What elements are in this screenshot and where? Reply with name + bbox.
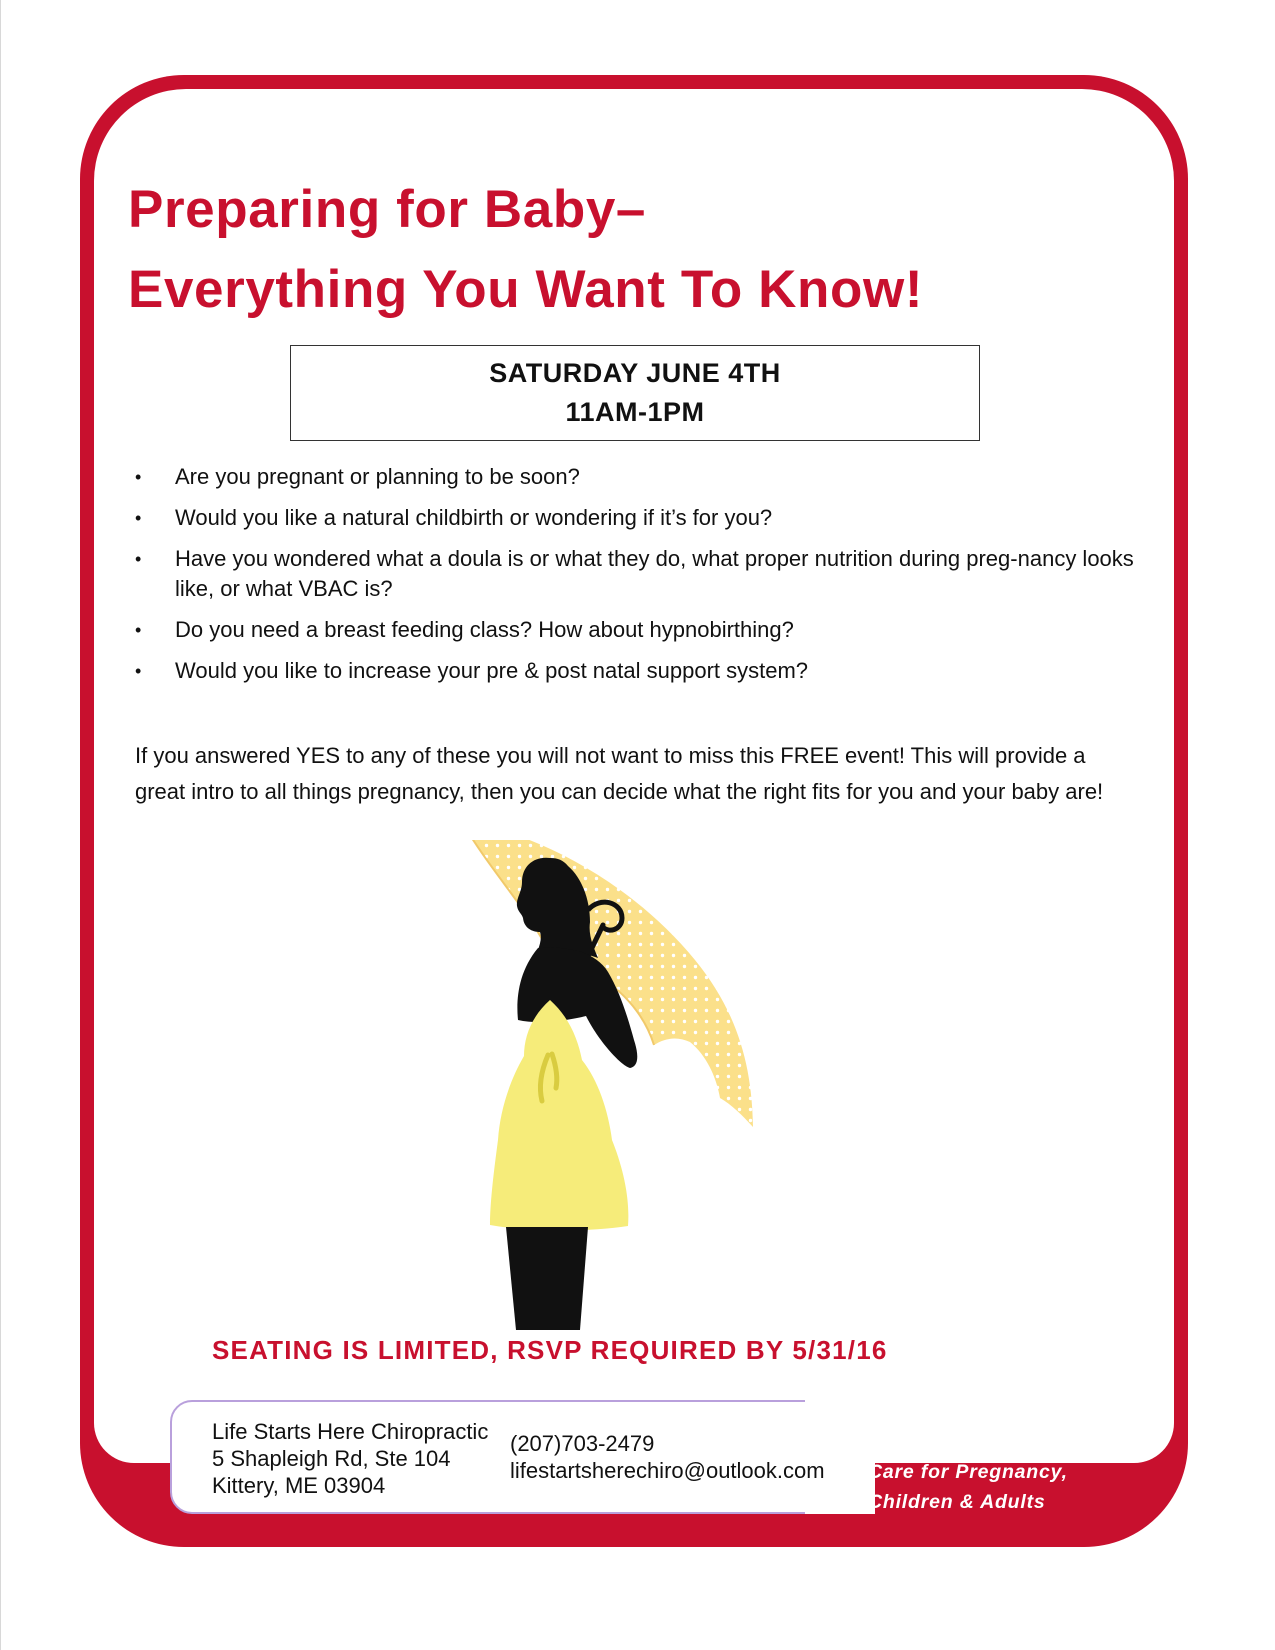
rsvp-notice: SEATING IS LIMITED, RSVP REQUIRED BY 5/31/16 [212,1335,888,1365]
list-item: • Would you like to increase your pre & post natal support system? [135,656,1135,686]
contact-details [510,1430,825,1484]
phone-number[interactable]: (207)703-2479 [510,1431,655,1456]
list-item: • Would you like a natural childbirth or wondering if it’s for you? [135,503,1135,533]
list-item: • Are you pregnant or planning to be soon? [135,462,1135,492]
email-address[interactable]: lifestartsherechiro@outlook.com [510,1458,825,1483]
title-line-1: Preparing for Baby– [128,180,646,239]
event-time: 11AM-1PM [565,397,705,427]
tagline-line-2: Children & Adults [868,1491,1046,1513]
address-line-1: 5 Shapleigh Rd, Ste 104 [212,1446,451,1471]
list-item: • Do you need a breast feeding class? How about hypnobirthing? [135,615,1135,645]
tagline-line-1: Care for Pregnancy, [868,1461,1068,1483]
tagline [868,1457,1068,1517]
address-line-2: Kittery, ME 03904 [212,1473,386,1498]
list-item: • Have you wondered what a doula is or what they do, what proper nutrition during preg-nancy looks like, or what VBAC is? [135,544,1135,604]
event-date: SATURDAY JUNE 4TH [489,358,781,388]
page-edge [0,0,1,1650]
question-list [135,462,1135,697]
business-address [212,1418,488,1499]
flyer-title [128,170,923,330]
title-line-2: Everything You Want To Know! [128,260,924,319]
pregnant-woman-umbrella-illustration [470,840,790,1330]
event-description: If you answered YES to any of these you will not want to miss this FREE event! This will provide a great intro to all things pregnancy, then you can decide what the right fits for you and your baby are! [135,743,1104,804]
business-name: Life Starts Here Chiropractic [212,1419,489,1444]
event-date-box [290,345,980,441]
